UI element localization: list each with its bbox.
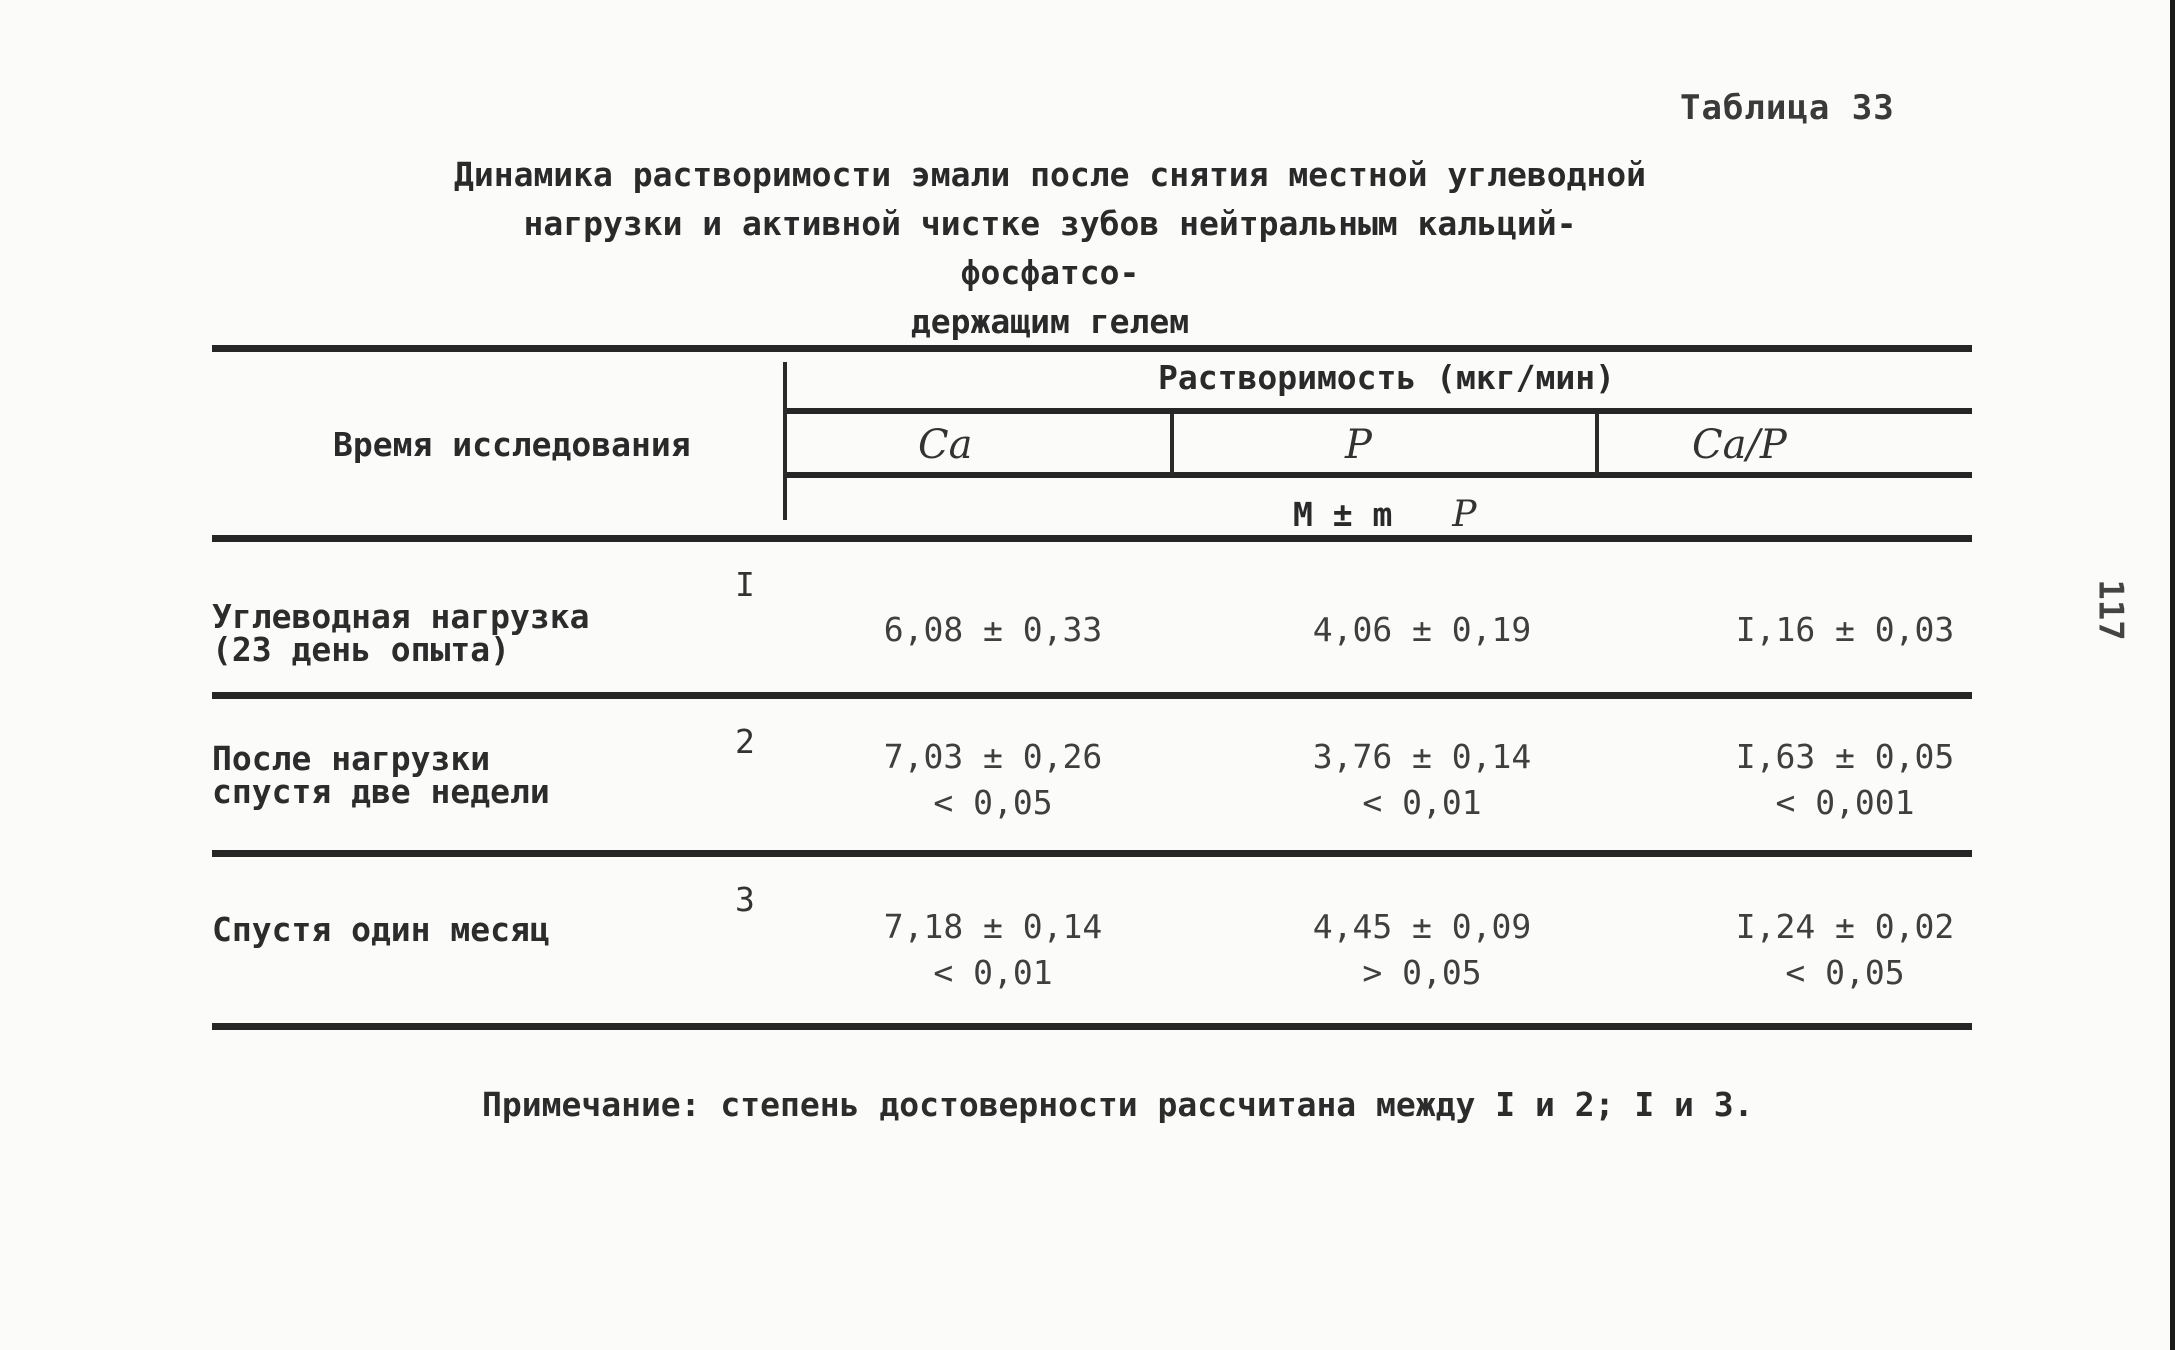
column-header-ca-p: Ca/P <box>1692 422 1787 468</box>
row-3-ca-p: < 0,01 <box>933 953 1053 992</box>
stats-mean-sd: M ± m <box>1293 495 1393 534</box>
header-bottom-rule <box>212 535 1972 542</box>
row-number-1: I <box>735 565 755 604</box>
title-line-3: держащим гелем <box>910 302 1190 341</box>
row-3-ca <box>843 904 1143 996</box>
row-number-3: 3 <box>735 880 755 919</box>
row-3-ca-value: 7,18 ± 0,14 <box>883 907 1103 946</box>
row-label-2-line-2: спустя две недели <box>212 772 550 811</box>
row-1-ca-value: 6,08 ± 0,33 <box>883 610 1103 649</box>
row-label-3-line-1: Спустя один месяц <box>212 910 550 949</box>
row-1-ratio <box>1695 607 1995 653</box>
table-note: Примечание: степень достоверности рассчитана между I и 2; I и 3. <box>482 1085 1754 1124</box>
header-vertical-divider <box>783 362 787 520</box>
table-number: Таблица 33 <box>1680 88 1895 128</box>
row-2-ratio-p: < 0,001 <box>1775 783 1915 822</box>
header-rule-1 <box>785 408 1972 414</box>
row-1-p <box>1272 607 1572 653</box>
page-edge <box>2170 0 2175 1350</box>
column-divider-p-ratio <box>1595 414 1599 474</box>
row-2-ca-p: < 0,05 <box>933 783 1053 822</box>
row-label-2-line-1: После нагрузки <box>212 739 491 778</box>
stats-header <box>1293 494 1476 535</box>
row-2-p-value: 3,76 ± 0,14 <box>1312 737 1532 776</box>
row-3-ratio-value: I,24 ± 0,02 <box>1735 907 1955 946</box>
row-label-3 <box>212 910 550 949</box>
row-3-p <box>1272 904 1572 996</box>
row-3-p-value: 4,45 ± 0,09 <box>1312 907 1532 946</box>
column-header-p: P <box>1345 422 1372 468</box>
row-label-1 <box>212 597 590 669</box>
solubility-header: Растворимость (мкг/мин) <box>1158 358 1615 397</box>
row-label-2 <box>212 739 550 811</box>
row-1-p-value: 4,06 ± 0,19 <box>1312 610 1532 649</box>
column-divider-ca-p <box>1170 414 1174 474</box>
row-number-2: 2 <box>735 722 755 761</box>
row-divider-1 <box>212 692 1972 699</box>
row-divider-2 <box>212 850 1972 857</box>
row-1-ratio-value: I,16 ± 0,03 <box>1735 610 1955 649</box>
row-2-p <box>1272 734 1572 826</box>
row-2-ca <box>843 734 1143 826</box>
table-top-rule <box>212 345 1972 352</box>
row-2-ratio <box>1695 734 1995 826</box>
column-header-ca: Ca <box>918 422 973 468</box>
row-1-ca <box>843 607 1143 653</box>
table-bottom-rule <box>212 1023 1972 1030</box>
row-3-ratio <box>1695 904 1995 996</box>
title-line-1: Динамика растворимости эмали после снятия местной углеводной <box>453 155 1647 194</box>
row-2-p-p: < 0,01 <box>1362 783 1482 822</box>
stats-p: P <box>1452 494 1477 535</box>
row-label-1-line-2: (23 день опыта) <box>212 630 511 669</box>
row-3-ratio-p: < 0,05 <box>1785 953 1905 992</box>
page-number: 117 <box>2090 579 2131 641</box>
time-column-header: Время исследования <box>333 425 691 464</box>
row-label-1-line-1: Углеводная нагрузка <box>212 597 590 636</box>
title-line-2: нагрузки и активной чистке зубов нейтральным кальций-фосфатсо- <box>523 204 1577 292</box>
table-title <box>440 150 1660 346</box>
row-2-ratio-value: I,63 ± 0,05 <box>1735 737 1955 776</box>
row-3-p-p: > 0,05 <box>1362 953 1482 992</box>
header-rule-2 <box>785 472 1972 478</box>
row-2-ca-value: 7,03 ± 0,26 <box>883 737 1103 776</box>
